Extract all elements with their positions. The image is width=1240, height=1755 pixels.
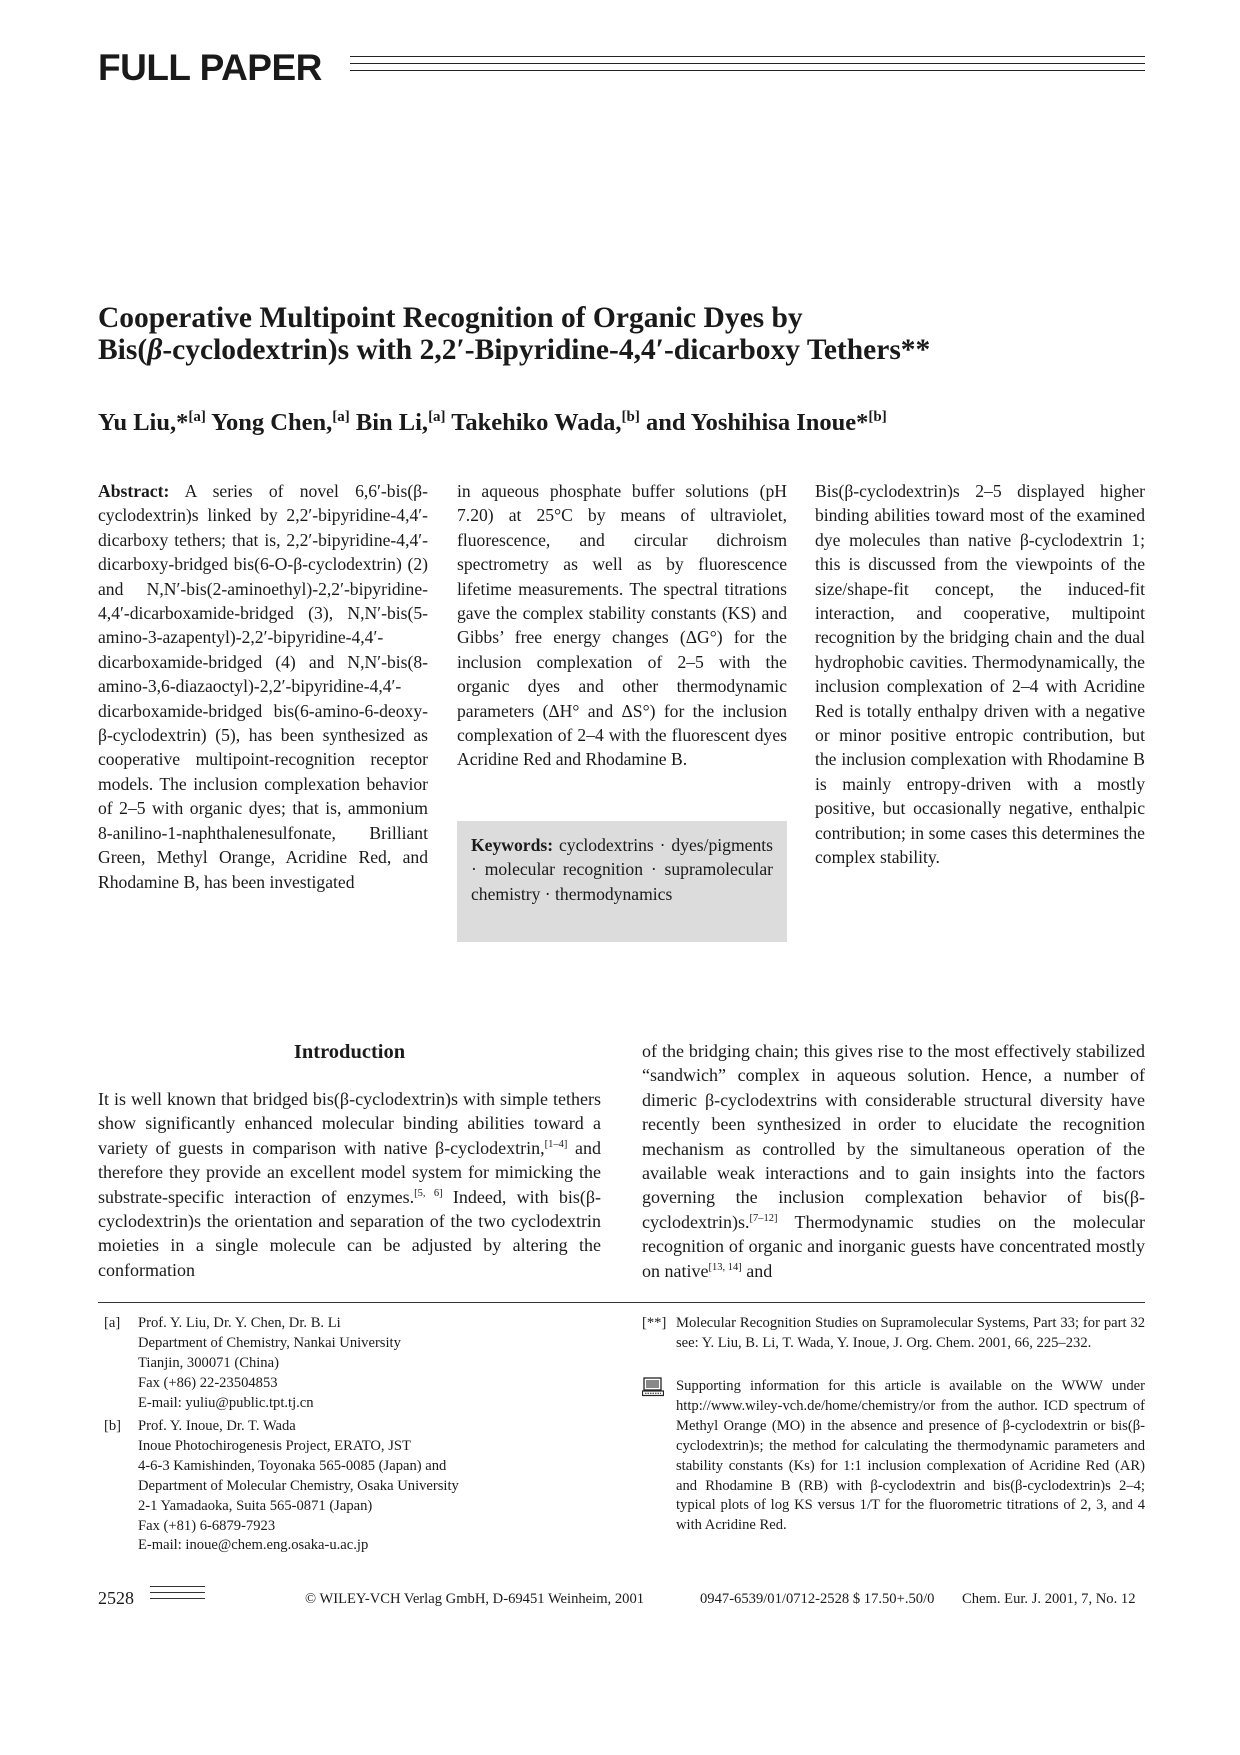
citation: [7–12] <box>749 1212 778 1224</box>
body-text: of the bridging chain; this gives rise to the most effectively stabilized “sandwich” complex in aqueous solution. Hence, a number of dimeric β-cyclodextrins with considerable structural diversity have recently been synthesized in order to elucidate the recognition mechanism as controlled by the simultaneous operation of the available weak interactions and to gain insights into the factors governing the inclusion complexation behavior of bis(β-cyclodextrin)s. <box>642 1041 1145 1232</box>
keywords-text <box>457 821 787 916</box>
issn-price: 0947-6539/01/0712-2528 $ 17.50+.50/0 <box>700 1591 935 1607</box>
body-column-2 <box>642 1039 1145 1283</box>
author <box>646 409 887 436</box>
author <box>451 409 640 436</box>
author-name: and Yoshihisa Inoue* <box>645 409 869 437</box>
author-name: Yu Liu,* <box>98 409 189 437</box>
section-label: FULL PAPER <box>98 47 322 88</box>
title-line-1: Cooperative Multipoint Recognition of Organic Dyes by <box>98 302 803 334</box>
computer-icon <box>642 1377 676 1536</box>
abstract-column-3: Bis(β-cyclodextrin)s 2–5 displayed higher binding abilities toward most of the examined dye molecules than native β-cyclodextrin 1; this is discussed from the viewpoints of the size/shape-fit concept, the induced-fit interaction, and cooperative, multipoint recognition by the bridging chain and the dual hydrophobic cavities. Thermodynamically, the inclusion complexation of 2–4 with Acridine Red is totally enthalpy driven with a negative or minor positive entropic contribution, but the inclusion complexation with Rhodamine B is mainly entropy-driven with a mostly positive, but occasionally negative, enthalpic contribution; in some cases this determines the complex stability. <box>815 481 1145 868</box>
author-name: Yong Chen, <box>211 409 333 437</box>
author-affiliation: [a] <box>428 409 446 425</box>
author-list <box>98 402 1148 438</box>
introduction-heading: Introduction <box>293 1041 406 1063</box>
author-name: Takehiko Wada, <box>451 409 622 437</box>
title-part: Bis( <box>98 334 148 366</box>
footer-rules <box>150 1586 205 1604</box>
body-column-1 <box>98 1087 601 1282</box>
supporting-info-text: Supporting information for this article is available on the WWW under http://www.wiley-vch.de/home/chemistry/or from the author. ICD spectrum of Methyl Orange (MO) in the absence and presence of β-cyclodextrin or bis(β-cyclodextrin)s; the method for calculating the thermodynamic parameters and stability constants (Ks) for 1:1 inclusion complexation of Acridine Red (AR) and Rhodamine B (RB) with β-cyclodextrin and bis(β-cyclodextrin)s 2–4; typical plots of log KS versus 1/T for the fluorometric titrations of 2, 3, and 4 with Acridine Red. <box>676 1378 1145 1534</box>
affiliation-email: E-mail: yuliu@public.tpt.tj.cn <box>138 1394 314 1411</box>
abstract-column-2: in aqueous phosphate buffer solutions (pH 7.20) at 25°C by means of ultraviolet, fluorescence, and circular dichroism spectrometry as well as by fluorescence lifetime measurements. The spectral titrations gave the complex stability constants (KS) and Gibbs’ free energy changes (ΔG°) for the inclusion complexation of 2–5 with the organic dyes and other thermodynamic parameters (ΔH° and ΔS°) for the inclusion complexation of 2–4 with the fluorescent dyes Acridine Red and Rhodamine B. <box>457 481 787 770</box>
affiliation-line: Tianjin, 300071 (China) <box>138 1354 279 1371</box>
header-rules <box>350 56 1145 77</box>
footnote-key: [b] <box>104 1418 122 1434</box>
author-affiliation: [b] <box>868 409 887 425</box>
affiliation-b <box>104 1417 574 1556</box>
author-affiliation: [b] <box>621 409 640 425</box>
copyright: © WILEY-VCH Verlag GmbH, D-69451 Weinheim, 2001 <box>305 1591 645 1607</box>
author <box>356 409 446 436</box>
citation: [5, 6] <box>414 1187 443 1199</box>
keywords-box <box>457 821 787 942</box>
affiliation-line: Fax (+86) 22-23504853 <box>138 1374 278 1391</box>
author-name: Bin Li, <box>355 409 429 437</box>
affiliation-line: Prof. Y. Inoue, Dr. T. Wada <box>138 1418 296 1434</box>
body-text: Indeed, with bis(β-cyclodextrin)s the orientation and separation of the two cyclodextrin moieties in a single molecule can be adjusted by altering the conformation <box>98 1186 601 1280</box>
page-number: 2528 <box>98 1588 134 1608</box>
affiliation-email: E-mail: inoue@chem.eng.osaka-u.ac.jp <box>138 1537 369 1554</box>
footnote-divider <box>98 1302 1145 1303</box>
title-beta: β <box>147 334 163 366</box>
footnote-key: [**] <box>642 1315 667 1331</box>
series-note <box>642 1314 1145 1354</box>
affiliation-line: 4-6-3 Kamishinden, Toyonaka 565-0085 (Japan) and <box>138 1457 447 1474</box>
abstract-label: Abstract: <box>98 481 170 501</box>
footnote-key: [a] <box>104 1315 121 1331</box>
affiliation-line: Fax (+81) 6-6879-7923 <box>138 1517 276 1534</box>
affiliation-line: 2-1 Yamadaoka, Suita 565-0871 (Japan) <box>138 1497 373 1514</box>
supporting-info-note <box>642 1377 1145 1536</box>
body-text: and <box>741 1260 773 1281</box>
body-text: It is well known that bridged bis(β-cyclodextrin)s with simple tethers show significantly enhanced molecular binding abilities toward a variety of guests in comparison with native β-cyclodextrin, <box>98 1089 601 1158</box>
journal-citation: Chem. Eur. J. 2001, 7, No. 12 <box>962 1591 1136 1607</box>
author <box>98 409 206 436</box>
keywords-list: cyclodextrins · dyes/pigments · molecular recognition · supramolecular chemistry · thermodynamics <box>471 835 773 904</box>
author-affiliation: [a] <box>188 409 206 425</box>
affiliation-line: Prof. Y. Liu, Dr. Y. Chen, Dr. B. Li <box>138 1315 341 1331</box>
article-title <box>98 302 1098 366</box>
citation: [13, 14] <box>708 1261 742 1273</box>
title-part: -cyclodextrin)s with 2,2′-Bipyridine-4,4′-dicarboxy Tethers** <box>162 334 931 366</box>
series-note-text: Molecular Recognition Studies on Supramolecular Systems, Part 33; for part 32 see: Y. Liu, B. Li, T. Wada, Y. Inoue, J. Org. Chem. 2001, 66, 225–232. <box>676 1315 1145 1351</box>
keywords-label: Keywords: <box>471 835 554 855</box>
body-text: and therefore they provide an excellent model system for mimicking the substrate-specific interaction of enzymes. <box>98 1137 601 1207</box>
affiliation-line: Department of Chemistry, Nankai University <box>138 1334 401 1351</box>
citation: [1–4] <box>544 1138 568 1150</box>
affiliation-line: Inoue Photochirogenesis Project, ERATO, JST <box>138 1437 411 1454</box>
title-line-2 <box>98 334 1098 366</box>
abstract-column-1 <box>98 479 428 894</box>
abstract-text: A series of novel 6,6′-bis(β-cyclodextrin)s linked by 2,2′-bipyridine-4,4′-dicarboxy tethers; that is, 2,2′-bipyridine-4,4′-dicarboxy-bridged bis(6-O-β-cyclodextrin) (2) and N,N′-bis(2-aminoethyl)-2,2′-bipyridine-4,4′-dicarboxamide-bridged (3), N,N′-bis(5-amino-3-azapentyl)-2,2′-bipyridine-4,4′-dicarboxamide-bridged (4) and N,N′-bis(8-amino-3,6-diazaoctyl)-2,2′-bipyridine-4,4′-dicarboxamide-bridged bis(6-amino-6-deoxy-β-cyclodextrin) (5), has been synthesized as cooperative multipoint-recognition receptor models. The inclusion complexation behavior of 2–5 with organic dyes; that is, ammonium 8-anilino-1-naphthalenesulfonate, Brilliant Green, Methyl Orange, Acridine Red, and Rhodamine B, has been investigated <box>98 481 428 892</box>
affiliation-a <box>104 1314 574 1414</box>
affiliation-line: Department of Molecular Chemistry, Osaka University <box>138 1477 459 1494</box>
author <box>211 409 350 436</box>
author-affiliation: [a] <box>332 409 350 425</box>
body-text: Thermodynamic studies on the molecular recognition of organic and inorganic guests have concentrated mostly on native <box>642 1211 1145 1281</box>
